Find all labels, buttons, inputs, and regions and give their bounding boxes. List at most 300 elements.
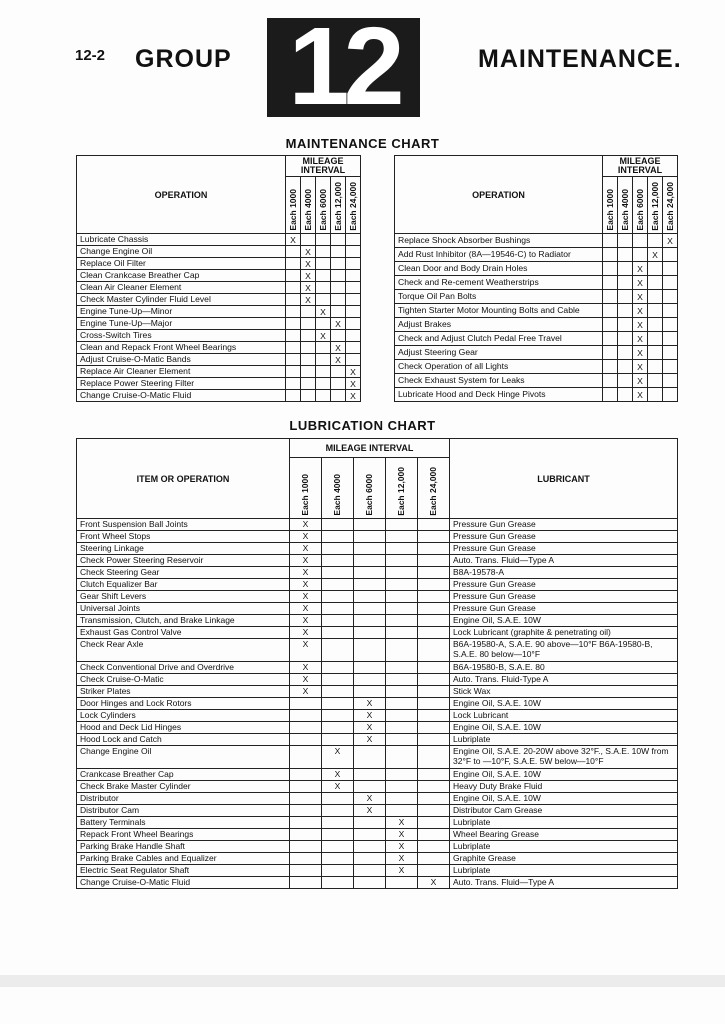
operation-cell: Adjust Steering Gear — [395, 346, 603, 360]
operation-cell: Clean Door and Body Drain Holes — [395, 262, 603, 276]
item-cell: Change Cruise-O-Matic Fluid — [77, 877, 290, 889]
interval-mark — [354, 877, 386, 889]
interval-label: Each 12,000 — [332, 182, 343, 231]
interval-mark — [418, 853, 450, 865]
interval-header — [286, 177, 301, 234]
interval-mark — [386, 627, 418, 639]
interval-mark — [316, 234, 331, 246]
table-row — [77, 698, 678, 710]
interval-mark — [322, 555, 354, 567]
interval-mark: X — [290, 531, 322, 543]
interval-mark — [354, 639, 386, 662]
interval-mark — [322, 877, 354, 889]
interval-mark — [346, 354, 361, 366]
interval-mark: X — [301, 246, 316, 258]
table-row — [77, 567, 678, 579]
interval-mark: X — [331, 342, 346, 354]
interval-mark: X — [354, 793, 386, 805]
interval-mark: X — [354, 722, 386, 734]
interval-mark: X — [663, 234, 678, 248]
interval-mark: X — [290, 591, 322, 603]
interval-header — [663, 177, 678, 234]
item-cell: Check Power Steering Reservoir — [77, 555, 290, 567]
page-number: 12-2 — [75, 47, 106, 64]
item-cell: Battery Terminals — [77, 817, 290, 829]
interval-mark — [663, 318, 678, 332]
interval-mark — [354, 519, 386, 531]
interval-header — [316, 177, 331, 234]
interval-mark — [648, 360, 663, 374]
operation-cell: Torque Oil Pan Bolts — [395, 290, 603, 304]
item-cell: Clutch Equalizer Bar — [77, 579, 290, 591]
lubricant-cell: Heavy Duty Brake Fluid — [450, 781, 678, 793]
interval-mark — [418, 746, 450, 769]
interval-mark — [301, 234, 316, 246]
interval-mark — [663, 332, 678, 346]
interval-mark — [316, 270, 331, 282]
interval-mark — [290, 853, 322, 865]
interval-mark: X — [354, 805, 386, 817]
interval-mark — [633, 234, 648, 248]
interval-mark — [354, 531, 386, 543]
table-row — [395, 360, 678, 374]
operation-cell: Adjust Cruise-O-Matic Bands — [77, 354, 286, 366]
operation-cell: Replace Shock Absorber Bushings — [395, 234, 603, 248]
interval-mark — [618, 304, 633, 318]
table-row — [77, 531, 678, 543]
interval-mark — [354, 841, 386, 853]
interval-mark: X — [354, 734, 386, 746]
item-cell: Check Cruise-O-Matic — [77, 674, 290, 686]
interval-mark — [322, 793, 354, 805]
interval-mark — [286, 282, 301, 294]
interval-mark: X — [346, 390, 361, 402]
table-row — [395, 290, 678, 304]
interval-mark — [290, 817, 322, 829]
interval-mark — [290, 769, 322, 781]
table-row — [77, 674, 678, 686]
interval-mark — [603, 318, 618, 332]
interval-mark — [354, 627, 386, 639]
lubricant-cell: Pressure Gun Grease — [450, 579, 678, 591]
interval-header — [331, 177, 346, 234]
header-row — [395, 156, 678, 177]
interval-mark — [663, 262, 678, 276]
table-row — [77, 615, 678, 627]
interval-mark — [290, 829, 322, 841]
interval-mark: X — [301, 258, 316, 270]
interval-mark — [663, 248, 678, 262]
mileage-interval-header: MILEAGE INTERVAL — [290, 439, 450, 458]
item-cell: Front Wheel Stops — [77, 531, 290, 543]
table-row — [77, 270, 361, 282]
interval-mark — [301, 378, 316, 390]
interval-mark — [386, 639, 418, 662]
interval-mark: X — [290, 555, 322, 567]
interval-mark — [618, 346, 633, 360]
table-row — [77, 246, 361, 258]
interval-mark — [290, 734, 322, 746]
interval-mark — [301, 342, 316, 354]
table-row — [77, 543, 678, 555]
lubricant-header: LUBRICANT — [450, 439, 678, 519]
interval-mark — [418, 805, 450, 817]
interval-mark — [386, 591, 418, 603]
interval-mark — [618, 234, 633, 248]
table-row — [77, 306, 361, 318]
interval-mark — [386, 734, 418, 746]
interval-mark — [354, 746, 386, 769]
interval-mark — [386, 662, 418, 674]
interval-header — [633, 177, 648, 234]
group-number-badge — [267, 5, 420, 128]
interval-mark — [316, 378, 331, 390]
interval-mark — [418, 579, 450, 591]
interval-mark — [418, 519, 450, 531]
interval-label: Each 24,000 — [347, 182, 358, 231]
operation-cell: Add Rust Inhibitor (8A—19546-C) to Radiator — [395, 248, 603, 262]
table-row — [77, 793, 678, 805]
lubricant-cell: Engine Oil, S.A.E. 10W — [450, 793, 678, 805]
interval-mark — [418, 829, 450, 841]
interval-mark — [346, 294, 361, 306]
table-row — [395, 248, 678, 262]
item-cell: Parking Brake Cables and Equalizer — [77, 853, 290, 865]
interval-mark — [322, 865, 354, 877]
interval-mark — [418, 841, 450, 853]
interval-mark — [603, 332, 618, 346]
interval-label: Each 24,000 — [664, 182, 675, 231]
interval-mark — [322, 662, 354, 674]
table-row — [77, 519, 678, 531]
interval-mark — [354, 829, 386, 841]
maintenance-chart-right-table — [394, 155, 678, 402]
table-row — [77, 342, 361, 354]
lubrication-chart-table — [76, 438, 678, 889]
interval-mark — [418, 543, 450, 555]
interval-mark — [418, 686, 450, 698]
interval-mark — [648, 346, 663, 360]
interval-mark — [322, 734, 354, 746]
operation-header: OPERATION — [77, 156, 286, 234]
interval-mark: X — [322, 769, 354, 781]
table-row — [77, 734, 678, 746]
interval-mark — [331, 378, 346, 390]
interval-label: Each 12,000 — [649, 182, 660, 231]
interval-mark — [618, 318, 633, 332]
table-row — [77, 722, 678, 734]
interval-header — [648, 177, 663, 234]
lubricant-cell: B6A-19580-B, S.A.E. 80 — [450, 662, 678, 674]
lubrication-chart-title: LUBRICATION CHART — [289, 418, 436, 433]
interval-mark — [322, 853, 354, 865]
interval-mark — [648, 290, 663, 304]
interval-mark — [322, 519, 354, 531]
table-row — [395, 234, 678, 248]
interval-label: Each 4000 — [332, 474, 342, 516]
interval-mark: X — [331, 318, 346, 330]
interval-label: Each 1000 — [300, 474, 310, 516]
item-cell: Check Conventional Drive and Overdrive — [77, 662, 290, 674]
interval-mark — [322, 841, 354, 853]
interval-mark — [418, 591, 450, 603]
interval-mark: X — [386, 853, 418, 865]
interval-mark: X — [290, 639, 322, 662]
page-footer-band — [0, 975, 725, 987]
lubricant-cell: Lubriplate — [450, 817, 678, 829]
interval-mark — [354, 781, 386, 793]
interval-mark — [354, 591, 386, 603]
interval-label: Each 1000 — [604, 189, 615, 231]
lubricant-cell: Wheel Bearing Grease — [450, 829, 678, 841]
interval-mark — [603, 304, 618, 318]
item-cell: Exhaust Gas Control Valve — [77, 627, 290, 639]
interval-mark: X — [633, 304, 648, 318]
interval-label: Each 1000 — [287, 189, 298, 231]
item-cell: Check Steering Gear — [77, 567, 290, 579]
header-row — [77, 156, 361, 177]
interval-mark — [331, 366, 346, 378]
interval-mark — [290, 865, 322, 877]
interval-mark — [386, 686, 418, 698]
interval-mark: X — [633, 290, 648, 304]
interval-mark — [316, 366, 331, 378]
header-row — [77, 439, 678, 458]
table-row — [77, 555, 678, 567]
interval-mark — [290, 877, 322, 889]
interval-mark — [286, 294, 301, 306]
interval-mark — [386, 603, 418, 615]
item-cell: Repack Front Wheel Bearings — [77, 829, 290, 841]
table-row — [395, 388, 678, 402]
interval-mark — [322, 829, 354, 841]
interval-mark: X — [418, 877, 450, 889]
interval-mark — [346, 342, 361, 354]
lubricant-cell: Auto. Trans. Fluid—Type A — [450, 877, 678, 889]
interval-mark: X — [290, 674, 322, 686]
interval-mark — [286, 306, 301, 318]
lubricant-cell: Engine Oil, S.A.E. 10W — [450, 615, 678, 627]
lubricant-cell: Engine Oil, S.A.E. 20-20W above 32°F., S.A.E. 10W from 32°F to —10°F, S.A.E. 5W below—10°F — [450, 746, 678, 769]
interval-mark — [648, 318, 663, 332]
interval-label: Each 6000 — [364, 474, 374, 516]
interval-mark: X — [648, 248, 663, 262]
interval-mark — [286, 270, 301, 282]
operation-cell: Clean and Repack Front Wheel Bearings — [77, 342, 286, 354]
table-row — [77, 330, 361, 342]
interval-label: Each 24,000 — [428, 467, 438, 516]
interval-mark: X — [633, 346, 648, 360]
interval-mark — [418, 615, 450, 627]
interval-mark — [301, 330, 316, 342]
lubricant-cell: B8A-19578-A — [450, 567, 678, 579]
interval-mark: X — [633, 262, 648, 276]
interval-mark — [286, 318, 301, 330]
item-cell: Distributor Cam — [77, 805, 290, 817]
table-row — [395, 346, 678, 360]
interval-mark: X — [316, 306, 331, 318]
interval-mark — [354, 674, 386, 686]
interval-mark — [290, 805, 322, 817]
interval-mark — [618, 290, 633, 304]
interval-mark — [316, 258, 331, 270]
interval-header — [354, 458, 386, 519]
table-row — [77, 841, 678, 853]
interval-mark — [418, 639, 450, 662]
maintenance-chart-left-table — [76, 155, 361, 402]
interval-mark — [354, 543, 386, 555]
interval-mark: X — [290, 579, 322, 591]
interval-mark: X — [290, 686, 322, 698]
interval-mark — [386, 746, 418, 769]
operation-cell: Replace Oil Filter — [77, 258, 286, 270]
operation-cell: Engine Tune-Up—Major — [77, 318, 286, 330]
interval-mark: X — [301, 294, 316, 306]
interval-mark — [354, 567, 386, 579]
interval-mark — [354, 603, 386, 615]
interval-mark — [663, 276, 678, 290]
interval-mark: X — [290, 615, 322, 627]
interval-mark — [301, 306, 316, 318]
table-row — [77, 877, 678, 889]
table-row — [77, 591, 678, 603]
interval-mark — [301, 390, 316, 402]
interval-mark — [322, 674, 354, 686]
lubricant-cell: Lock Lubricant — [450, 710, 678, 722]
table-row — [77, 579, 678, 591]
interval-mark: X — [301, 270, 316, 282]
interval-mark — [301, 354, 316, 366]
interval-mark — [322, 627, 354, 639]
interval-mark — [322, 686, 354, 698]
interval-mark: X — [290, 567, 322, 579]
item-header: ITEM OR OPERATION — [77, 439, 290, 519]
interval-mark — [286, 354, 301, 366]
interval-mark — [386, 615, 418, 627]
interval-mark — [386, 769, 418, 781]
table-row — [77, 746, 678, 769]
interval-mark — [322, 722, 354, 734]
table-row — [77, 318, 361, 330]
interval-mark: X — [346, 366, 361, 378]
interval-mark — [386, 579, 418, 591]
interval-mark: X — [633, 360, 648, 374]
interval-mark — [663, 388, 678, 402]
operation-header: OPERATION — [395, 156, 603, 234]
interval-mark — [290, 722, 322, 734]
table-row — [395, 276, 678, 290]
interval-mark — [286, 378, 301, 390]
item-cell: Gear Shift Levers — [77, 591, 290, 603]
lubricant-cell: Pressure Gun Grease — [450, 603, 678, 615]
interval-label: Each 4000 — [302, 189, 313, 231]
item-cell: Front Suspension Ball Joints — [77, 519, 290, 531]
interval-mark — [346, 246, 361, 258]
lubricant-cell: Pressure Gun Grease — [450, 531, 678, 543]
table-row — [77, 805, 678, 817]
table-row — [77, 662, 678, 674]
interval-mark: X — [354, 698, 386, 710]
interval-mark — [331, 234, 346, 246]
table-row — [77, 294, 361, 306]
table-row — [395, 304, 678, 318]
table-row — [77, 853, 678, 865]
interval-mark — [354, 555, 386, 567]
interval-mark — [603, 262, 618, 276]
interval-mark — [322, 579, 354, 591]
interval-mark — [418, 567, 450, 579]
interval-mark — [290, 746, 322, 769]
operation-cell: Check Master Cylinder Fluid Level — [77, 294, 286, 306]
interval-mark: X — [633, 318, 648, 332]
interval-mark — [354, 615, 386, 627]
operation-cell: Change Engine Oil — [77, 246, 286, 258]
operation-cell: Engine Tune-Up—Minor — [77, 306, 286, 318]
interval-mark — [331, 390, 346, 402]
section-heading: MAINTENANCE. — [478, 45, 682, 73]
table-row — [77, 258, 361, 270]
lubricant-cell: Auto. Trans. Fluid-Type A — [450, 674, 678, 686]
interval-mark — [290, 710, 322, 722]
interval-mark — [418, 865, 450, 877]
item-cell: Steering Linkage — [77, 543, 290, 555]
interval-mark — [648, 388, 663, 402]
interval-mark — [386, 519, 418, 531]
interval-mark — [618, 360, 633, 374]
interval-header — [618, 177, 633, 234]
interval-mark — [386, 793, 418, 805]
interval-mark — [316, 246, 331, 258]
table-row — [395, 318, 678, 332]
interval-mark — [648, 234, 663, 248]
item-cell: Crankcase Breather Cap — [77, 769, 290, 781]
table-row — [77, 378, 361, 390]
interval-mark — [331, 258, 346, 270]
interval-mark — [286, 342, 301, 354]
interval-mark — [331, 246, 346, 258]
interval-mark — [663, 374, 678, 388]
table-row — [77, 769, 678, 781]
interval-mark — [633, 248, 648, 262]
maintenance-chart-title: MAINTENANCE CHART — [285, 136, 440, 151]
interval-label: Each 6000 — [634, 189, 645, 231]
table-row — [77, 282, 361, 294]
interval-mark: X — [286, 234, 301, 246]
interval-mark — [648, 332, 663, 346]
interval-mark — [290, 793, 322, 805]
interval-mark — [346, 330, 361, 342]
interval-mark — [386, 698, 418, 710]
interval-mark: X — [301, 282, 316, 294]
interval-mark — [322, 698, 354, 710]
interval-mark — [322, 531, 354, 543]
interval-mark — [418, 698, 450, 710]
interval-mark — [386, 555, 418, 567]
interval-mark — [618, 388, 633, 402]
interval-mark — [286, 366, 301, 378]
lubricant-cell: Stick Wax — [450, 686, 678, 698]
operation-cell: Lubricate Hood and Deck Hinge Pivots — [395, 388, 603, 402]
interval-header — [418, 458, 450, 519]
operation-cell: Clean Air Cleaner Element — [77, 282, 286, 294]
interval-mark — [322, 710, 354, 722]
interval-mark: X — [633, 276, 648, 290]
interval-mark: X — [633, 332, 648, 346]
interval-mark: X — [386, 829, 418, 841]
interval-mark: X — [290, 543, 322, 555]
mileage-interval-header: MILEAGE INTERVAL — [286, 156, 361, 177]
interval-mark — [331, 306, 346, 318]
